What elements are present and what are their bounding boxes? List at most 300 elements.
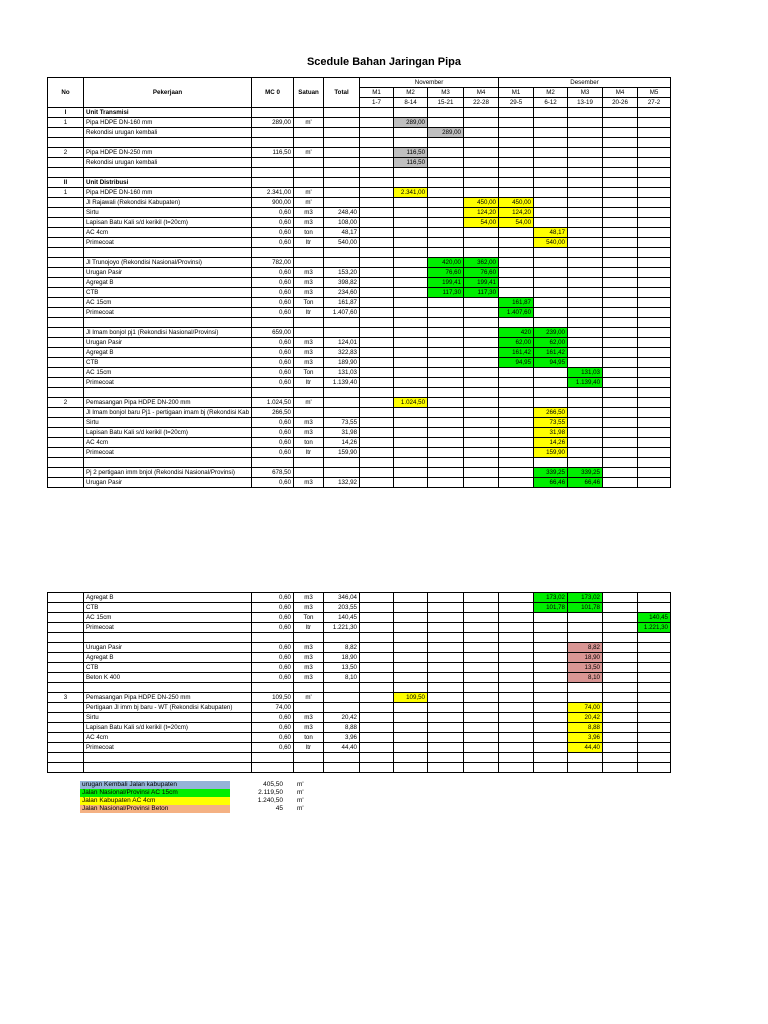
schedule-cell: [568, 763, 603, 773]
schedule-cell: [499, 268, 534, 278]
schedule-cell: [360, 108, 394, 118]
row-pekerjaan: Jl Imam bonjol pj1 (Rekondisi Nasional/Provinsi): [84, 328, 252, 338]
schedule-cell: [360, 388, 394, 398]
row-pekerjaan: Primecoat: [84, 238, 252, 248]
row-total: 203,55: [324, 603, 360, 613]
schedule-cell: [499, 723, 534, 733]
schedule-cell: [568, 458, 603, 468]
table-row: [48, 248, 671, 258]
row-total: [324, 633, 360, 643]
schedule-cell: 8,88: [568, 723, 603, 733]
row-pekerjaan: Agregat B: [84, 593, 252, 603]
row-no: [48, 458, 84, 468]
row-no: [48, 408, 84, 418]
schedule-cell: [464, 408, 499, 418]
table-row: [48, 278, 671, 288]
schedule-cell: 94,95: [499, 358, 534, 368]
row-total: 18,90: [324, 653, 360, 663]
row-no: [48, 208, 84, 218]
row-satuan: ton: [294, 438, 324, 448]
table-row: [48, 593, 671, 603]
row-satuan: m3: [294, 593, 324, 603]
row-total: [324, 458, 360, 468]
row-total: 3,96: [324, 733, 360, 743]
schedule-cell: [603, 633, 638, 643]
row-satuan: [294, 468, 324, 478]
schedule-cell: [360, 418, 394, 428]
row-pekerjaan: [84, 248, 252, 258]
schedule-cell: [394, 198, 428, 208]
schedule-cell: [499, 108, 534, 118]
row-satuan: Ton: [294, 298, 324, 308]
schedule-cell: 117,30: [464, 288, 499, 298]
schedule-cell: 73,55: [534, 418, 568, 428]
schedule-cell: [638, 298, 671, 308]
legend-label: urugan Kembali Jalan kabupaten: [80, 781, 230, 789]
row-pekerjaan: Jl Imam bonjol baru Pj1 - pertigaan imam bj (Rekondisi Kab: [84, 408, 252, 418]
schedule-cell: [638, 318, 671, 328]
schedule-cell: [568, 148, 603, 158]
schedule-cell: [360, 268, 394, 278]
table-row: [48, 288, 671, 298]
row-pekerjaan: Urugan Pasir: [84, 338, 252, 348]
schedule-cell: 161,87: [499, 298, 534, 308]
schedule-cell: [428, 298, 464, 308]
schedule-cell: [428, 643, 464, 653]
schedule-cell: 31,98: [534, 428, 568, 438]
schedule-cell: [360, 438, 394, 448]
schedule-cell: [603, 653, 638, 663]
schedule-cell: [394, 438, 428, 448]
schedule-cell: 362,00: [464, 258, 499, 268]
schedule-cell: [638, 703, 671, 713]
row-no: [48, 378, 84, 388]
schedule-cell: [568, 693, 603, 703]
row-pekerjaan: Pertigaan Jl imm bj baru - WT (Rekondisi Kabupaten): [84, 703, 252, 713]
schedule-cell: [638, 663, 671, 673]
schedule-cell: 239,00: [534, 328, 568, 338]
schedule-cell: [428, 743, 464, 753]
schedule-cell: 161,42: [534, 348, 568, 358]
row-satuan: ltr: [294, 623, 324, 633]
table-row: [48, 348, 671, 358]
schedule-cell: [568, 208, 603, 218]
row-total: [324, 408, 360, 418]
schedule-cell: [428, 338, 464, 348]
row-total: [324, 158, 360, 168]
table-row: [48, 663, 671, 673]
row-satuan: m3: [294, 418, 324, 428]
row-mc0: 0,60: [252, 733, 294, 743]
schedule-cell: [464, 763, 499, 773]
schedule-cell: 420,00: [428, 258, 464, 268]
schedule-cell: [428, 593, 464, 603]
schedule-cell: [464, 743, 499, 753]
schedule-cell: [394, 653, 428, 663]
schedule-cell: [394, 108, 428, 118]
header-week-range: 8-14: [394, 98, 428, 108]
row-mc0: 1.024,50: [252, 398, 294, 408]
row-total: [324, 198, 360, 208]
schedule-cell: [534, 268, 568, 278]
schedule-cell: [360, 248, 394, 258]
row-total: 13,50: [324, 663, 360, 673]
schedule-cell: [360, 448, 394, 458]
schedule-cell: [499, 188, 534, 198]
table-row: [48, 743, 671, 753]
row-total: 1.407,60: [324, 308, 360, 318]
schedule-cell: 8,82: [568, 643, 603, 653]
schedule-cell: [499, 763, 534, 773]
row-mc0: 109,50: [252, 693, 294, 703]
row-mc0: 0,60: [252, 288, 294, 298]
row-satuan: [294, 318, 324, 328]
schedule-cell: 140,45: [638, 613, 671, 623]
schedule-cell: [603, 593, 638, 603]
row-mc0: [252, 108, 294, 118]
row-no: [48, 763, 84, 773]
row-satuan: [294, 128, 324, 138]
row-mc0: 0,60: [252, 673, 294, 683]
schedule-cell: [603, 318, 638, 328]
schedule-cell: [428, 388, 464, 398]
row-satuan: m3: [294, 338, 324, 348]
schedule-cell: [360, 703, 394, 713]
schedule-cell: 450,00: [464, 198, 499, 208]
schedule-cell: [603, 448, 638, 458]
row-no: [48, 248, 84, 258]
header-week-range: 1-7: [360, 98, 394, 108]
schedule-cell: [428, 408, 464, 418]
schedule-cell: [428, 693, 464, 703]
row-pekerjaan: Primecoat: [84, 448, 252, 458]
schedule-cell: [428, 753, 464, 763]
schedule-cell: [534, 763, 568, 773]
row-satuan: [294, 408, 324, 418]
schedule-cell: [428, 458, 464, 468]
schedule-cell: [499, 258, 534, 268]
table-row: [48, 218, 671, 228]
row-satuan: [294, 753, 324, 763]
schedule-cell: [394, 278, 428, 288]
row-mc0: 0,60: [252, 418, 294, 428]
schedule-cell: [499, 148, 534, 158]
row-mc0: 0,60: [252, 603, 294, 613]
schedule-cell: [534, 148, 568, 158]
row-total: 161,87: [324, 298, 360, 308]
schedule-cell: [603, 258, 638, 268]
schedule-cell: [603, 683, 638, 693]
row-satuan: m': [294, 148, 324, 158]
schedule-cell: [428, 478, 464, 488]
schedule-cell: [428, 623, 464, 633]
row-mc0: 0,60: [252, 218, 294, 228]
row-satuan: m': [294, 198, 324, 208]
schedule-cell: 420: [499, 328, 534, 338]
schedule-cell: 62,00: [534, 338, 568, 348]
row-satuan: ltr: [294, 308, 324, 318]
row-satuan: m3: [294, 713, 324, 723]
schedule-cell: [394, 328, 428, 338]
legend-row: [80, 797, 315, 805]
schedule-cell: 161,42: [499, 348, 534, 358]
schedule-cell: [638, 228, 671, 238]
row-mc0: 0,60: [252, 348, 294, 358]
schedule-cell: [638, 408, 671, 418]
row-pekerjaan: Rekondisi urugan kembali: [84, 158, 252, 168]
row-mc0: [252, 318, 294, 328]
schedule-cell: [464, 118, 499, 128]
row-total: [324, 703, 360, 713]
schedule-cell: [638, 653, 671, 663]
schedule-cell: [534, 318, 568, 328]
header-month: Desember: [499, 78, 671, 88]
schedule-cell: [534, 733, 568, 743]
schedule-cell: [394, 288, 428, 298]
schedule-cell: [534, 308, 568, 318]
schedule-cell: [603, 438, 638, 448]
schedule-cell: [534, 753, 568, 763]
schedule-cell: [428, 673, 464, 683]
table-row: [48, 763, 671, 773]
table-row: [48, 158, 671, 168]
row-satuan: ltr: [294, 378, 324, 388]
row-pekerjaan: CTB: [84, 288, 252, 298]
row-mc0: 0,60: [252, 238, 294, 248]
row-no: [48, 753, 84, 763]
table-row: [48, 388, 671, 398]
row-no: II: [48, 178, 84, 188]
schedule-cell: [534, 108, 568, 118]
schedule-cell: [534, 633, 568, 643]
schedule-cell: [568, 118, 603, 128]
schedule-cell: [360, 723, 394, 733]
schedule-cell: [464, 733, 499, 743]
row-no: [48, 278, 84, 288]
schedule-table-page1: [47, 77, 671, 488]
table-row: [48, 338, 671, 348]
row-no: [48, 438, 84, 448]
schedule-cell: [568, 218, 603, 228]
row-pekerjaan: Sirtu: [84, 208, 252, 218]
row-total: [324, 258, 360, 268]
schedule-cell: [534, 693, 568, 703]
schedule-cell: [360, 138, 394, 148]
schedule-cell: [603, 408, 638, 418]
schedule-cell: [464, 713, 499, 723]
row-no: [48, 328, 84, 338]
schedule-cell: [360, 633, 394, 643]
schedule-cell: 44,40: [568, 743, 603, 753]
schedule-cell: [568, 108, 603, 118]
schedule-cell: [534, 458, 568, 468]
schedule-cell: [360, 408, 394, 418]
schedule-cell: [603, 198, 638, 208]
table-row: [48, 418, 671, 428]
schedule-cell: [428, 378, 464, 388]
row-satuan: m3: [294, 218, 324, 228]
row-no: [48, 198, 84, 208]
schedule-cell: [603, 118, 638, 128]
row-no: [48, 603, 84, 613]
schedule-cell: [464, 683, 499, 693]
schedule-cell: [394, 208, 428, 218]
schedule-cell: [394, 378, 428, 388]
schedule-cell: [638, 723, 671, 733]
schedule-cell: [499, 673, 534, 683]
schedule-cell: [360, 733, 394, 743]
schedule-cell: [428, 468, 464, 478]
schedule-cell: [428, 683, 464, 693]
schedule-cell: [603, 148, 638, 158]
row-no: [48, 128, 84, 138]
schedule-cell: [428, 218, 464, 228]
table-row: [48, 168, 671, 178]
schedule-cell: [394, 388, 428, 398]
header-mc0: MC 0: [252, 78, 294, 108]
schedule-cell: [428, 108, 464, 118]
schedule-cell: [360, 663, 394, 673]
schedule-cell: [394, 308, 428, 318]
row-no: [48, 613, 84, 623]
row-pekerjaan: Rekondisi urugan kembali: [84, 128, 252, 138]
schedule-cell: 124,20: [464, 208, 499, 218]
schedule-cell: [499, 713, 534, 723]
schedule-cell: [534, 398, 568, 408]
header-week-range: 6-12: [534, 98, 568, 108]
schedule-cell: [394, 733, 428, 743]
table-row: [48, 328, 671, 338]
row-satuan: [294, 763, 324, 773]
header-week: M2: [534, 88, 568, 98]
row-no: [48, 168, 84, 178]
table-row: [48, 308, 671, 318]
row-satuan: [294, 178, 324, 188]
row-satuan: m': [294, 118, 324, 128]
row-pekerjaan: CTB: [84, 663, 252, 673]
schedule-cell: [534, 208, 568, 218]
schedule-cell: [568, 328, 603, 338]
table-row: [48, 673, 671, 683]
schedule-cell: [464, 623, 499, 633]
schedule-cell: [603, 288, 638, 298]
row-pekerjaan: AC 4cm: [84, 228, 252, 238]
schedule-cell: [499, 733, 534, 743]
schedule-cell: [638, 268, 671, 278]
schedule-cell: 1.024,50: [394, 398, 428, 408]
schedule-cell: [394, 458, 428, 468]
schedule-cell: 94,95: [534, 358, 568, 368]
schedule-cell: [534, 128, 568, 138]
schedule-cell: [568, 298, 603, 308]
schedule-cell: [603, 378, 638, 388]
table-row: [48, 268, 671, 278]
row-satuan: [294, 248, 324, 258]
schedule-cell: [603, 368, 638, 378]
legend-value: 1.240,50: [257, 797, 283, 804]
row-total: [324, 318, 360, 328]
table-row: [48, 653, 671, 663]
row-no: [48, 268, 84, 278]
schedule-cell: [568, 753, 603, 763]
row-mc0: [252, 388, 294, 398]
schedule-cell: [568, 623, 603, 633]
row-no: [48, 663, 84, 673]
schedule-cell: [360, 288, 394, 298]
schedule-cell: [360, 328, 394, 338]
schedule-cell: [638, 128, 671, 138]
schedule-cell: [394, 348, 428, 358]
schedule-cell: [603, 108, 638, 118]
schedule-cell: [464, 673, 499, 683]
schedule-cell: [534, 188, 568, 198]
legend-row: [80, 781, 315, 789]
schedule-cell: [428, 328, 464, 338]
row-pekerjaan: Urugan Pasir: [84, 268, 252, 278]
row-no: [48, 388, 84, 398]
schedule-cell: [603, 228, 638, 238]
row-satuan: [294, 633, 324, 643]
schedule-cell: [638, 138, 671, 148]
schedule-cell: [499, 753, 534, 763]
row-no: 1: [48, 188, 84, 198]
schedule-cell: [360, 713, 394, 723]
schedule-cell: [568, 448, 603, 458]
row-no: [48, 468, 84, 478]
header-month: November: [360, 78, 499, 88]
schedule-cell: 540,00: [534, 238, 568, 248]
table-row: [48, 683, 671, 693]
row-no: [48, 723, 84, 733]
schedule-cell: [568, 398, 603, 408]
row-satuan: [294, 168, 324, 178]
schedule-cell: 101,78: [534, 603, 568, 613]
schedule-cell: [534, 248, 568, 258]
schedule-cell: [360, 643, 394, 653]
row-total: [324, 248, 360, 258]
row-mc0: 0,60: [252, 723, 294, 733]
schedule-cell: [603, 723, 638, 733]
schedule-cell: [428, 733, 464, 743]
schedule-cell: [499, 623, 534, 633]
schedule-cell: [464, 593, 499, 603]
row-satuan: m3: [294, 288, 324, 298]
row-mc0: [252, 753, 294, 763]
schedule-cell: [568, 138, 603, 148]
schedule-cell: 66,46: [568, 478, 603, 488]
row-mc0: [252, 138, 294, 148]
schedule-cell: [499, 138, 534, 148]
schedule-cell: [638, 368, 671, 378]
schedule-cell: [394, 368, 428, 378]
schedule-cell: [428, 188, 464, 198]
schedule-cell: [638, 753, 671, 763]
row-pekerjaan: CTB: [84, 358, 252, 368]
schedule-cell: [603, 158, 638, 168]
schedule-cell: [638, 218, 671, 228]
schedule-cell: [394, 268, 428, 278]
row-mc0: [252, 633, 294, 643]
schedule-cell: [603, 178, 638, 188]
row-mc0: 659,00: [252, 328, 294, 338]
schedule-cell: [568, 158, 603, 168]
schedule-cell: [394, 238, 428, 248]
schedule-cell: [534, 703, 568, 713]
table-row: [48, 613, 671, 623]
schedule-cell: [534, 388, 568, 398]
schedule-cell: [499, 398, 534, 408]
sheet-title: Scedule Bahan Jaringan Pipa: [306, 56, 462, 68]
